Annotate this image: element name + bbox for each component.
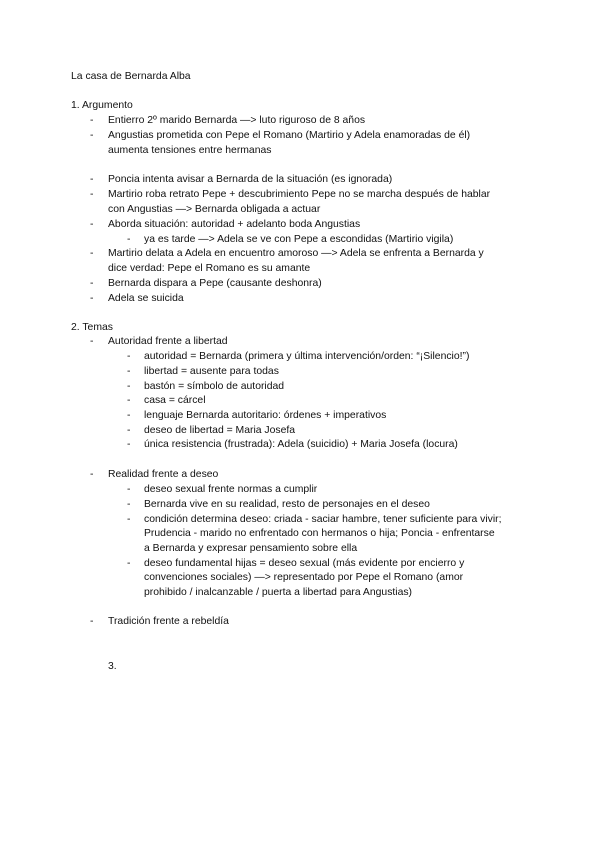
bullet-dash: -	[127, 395, 131, 406]
list-item-nested: única resistencia (frustrada): Adela (suicidio) + Maria Josefa (locura)	[144, 439, 458, 450]
bullet-dash: -	[127, 234, 131, 245]
bullet-dash: -	[90, 115, 94, 126]
list-item-continuation: prohibido / inalcanzable / puerta a libertad para Angustias)	[144, 587, 413, 598]
bullet-dash: -	[90, 293, 94, 304]
bullet-dash: -	[127, 484, 131, 495]
list-item-nested: deseo sexual frente normas a cumplir	[144, 484, 318, 495]
bullet-dash: -	[90, 248, 94, 259]
list-item-nested: deseo de libertad = Maria Josefa	[144, 425, 296, 436]
bullet-dash: -	[90, 174, 94, 185]
list-item-nested: bastón = símbolo de autoridad	[144, 381, 285, 392]
theme-label: Autoridad frente a libertad	[108, 336, 228, 347]
section-heading-argumento: 1. Argumento	[71, 100, 133, 111]
list-item: Aborda situación: autoridad + adelanto boda Angustias	[108, 219, 361, 230]
list-item-nested: condición determina deseo: criada - saciar hambre, tener suficiente para vivir;	[144, 514, 502, 525]
bullet-dash: -	[90, 469, 94, 480]
bullet-dash: -	[127, 425, 131, 436]
list-item-nested: deseo fundamental hijas = deseo sexual (más evidente por encierro y	[144, 558, 465, 569]
list-item-nested: autoridad = Bernarda (primera y última intervención/orden: “¡Silencio!”)	[144, 351, 470, 362]
theme-label: Tradición frente a rebeldía	[108, 616, 229, 627]
bullet-dash: -	[90, 219, 94, 230]
list-item-continuation: aumenta tensiones entre hermanas	[108, 145, 272, 156]
list-item: Entierro 2º marido Bernarda —> luto riguroso de 8 años	[108, 115, 366, 126]
bullet-dash: -	[127, 351, 131, 362]
list-item-nested: lenguaje Bernarda autoritario: órdenes + imperativos	[144, 410, 387, 421]
list-item: Poncia intenta avisar a Bernarda de la situación (es ignorada)	[108, 174, 393, 185]
theme-label: Realidad frente a deseo	[108, 469, 219, 480]
list-item-continuation: dice verdad: Pepe el Romano es su amante	[108, 263, 311, 274]
list-item-continuation: con Angustias —> Bernarda obligada a actuar	[108, 204, 321, 215]
list-item-nested: casa = cárcel	[144, 395, 206, 406]
document-title: La casa de Bernarda Alba	[71, 71, 191, 82]
list-item-continuation: Prudencia - marido no enfrentado con hermanos o hija; Poncia - enfrentarse	[144, 528, 495, 539]
section-heading-3: 3.	[108, 661, 117, 672]
list-item-nested: libertad = ausente para todas	[144, 366, 279, 377]
list-item: Bernarda dispara a Pepe (causante deshonra)	[108, 278, 322, 289]
list-item: Martirio roba retrato Pepe + descubrimiento Pepe no se marcha después de hablar	[108, 189, 491, 200]
list-item: Martirio delata a Adela en encuentro amoroso —> Adela se enfrenta a Bernarda y	[108, 248, 484, 259]
bullet-dash: -	[90, 130, 94, 141]
list-item-nested: ya es tarde —> Adela se ve con Pepe a escondidas (Martirio vigila)	[144, 234, 454, 245]
list-item-nested: Bernarda vive en su realidad, resto de personajes en el deseo	[144, 499, 430, 510]
bullet-dash: -	[127, 558, 131, 569]
list-item: Adela se suicida	[108, 293, 184, 304]
bullet-dash: -	[90, 616, 94, 627]
bullet-dash: -	[127, 366, 131, 377]
bullet-dash: -	[127, 381, 131, 392]
bullet-dash: -	[127, 499, 131, 510]
bullet-dash: -	[127, 514, 131, 525]
bullet-dash: -	[90, 336, 94, 347]
bullet-dash: -	[127, 410, 131, 421]
list-item-continuation: a Bernarda y expresar pensamiento sobre ella	[144, 543, 358, 554]
bullet-dash: -	[90, 189, 94, 200]
section-heading-temas: 2. Temas	[71, 322, 113, 333]
list-item: Angustias prometida con Pepe el Romano (Martirio y Adela enamoradas de él)	[108, 130, 471, 141]
bullet-dash: -	[127, 439, 131, 450]
bullet-dash: -	[90, 278, 94, 289]
list-item-continuation: convenciones sociales) —> representado por Pepe el Romano (amor	[144, 572, 464, 583]
